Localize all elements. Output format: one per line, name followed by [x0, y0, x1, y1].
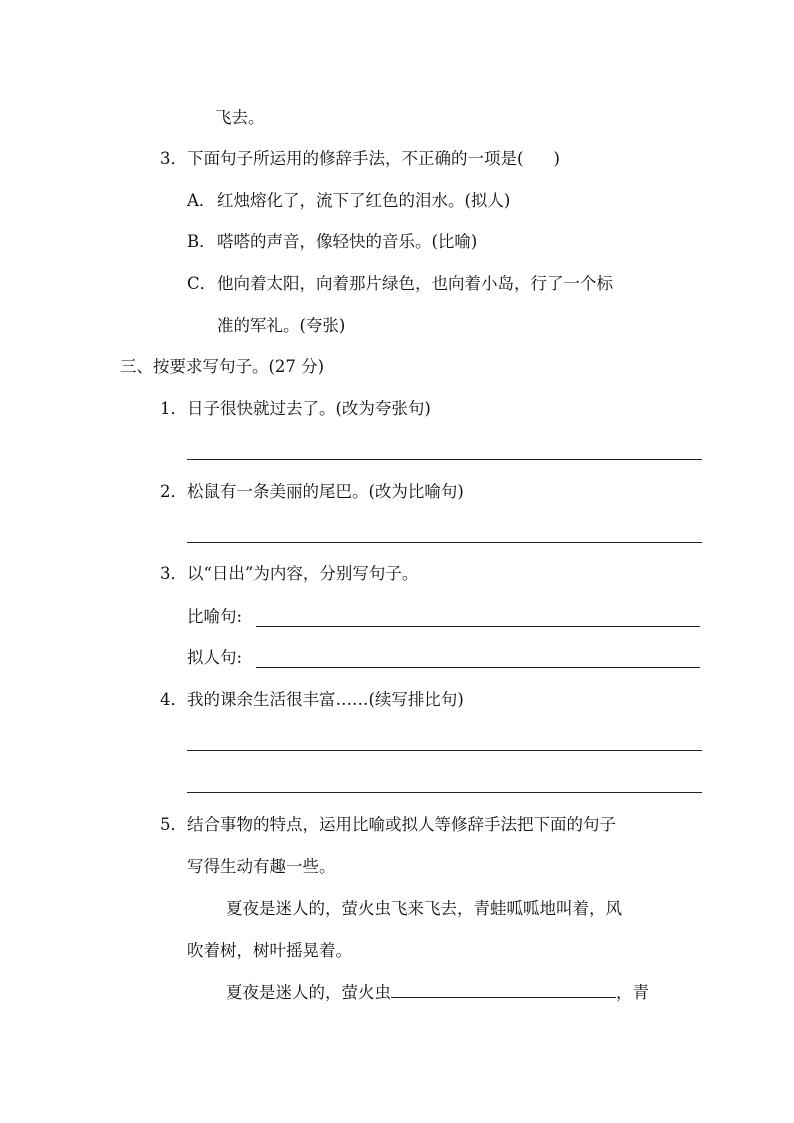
section3-title: 三、按要求写句子。(27 分): [120, 357, 325, 376]
item3-text: 以“日出”为内容，分别写句子。: [187, 564, 419, 583]
item2-answer-line[interactable]: [187, 542, 702, 543]
item2-number: 2．: [160, 482, 187, 501]
q3-option-c-label: C．: [187, 274, 217, 293]
item4-number: 4．: [160, 690, 187, 709]
item5-continuation: 写得生动有趣一些。: [187, 857, 336, 876]
item5-number: 5．: [160, 815, 187, 834]
q3-option-a-text: 红烛熔化了，流下了红色的泪水。(拟人): [217, 191, 511, 210]
item5-answer-blank[interactable]: [391, 995, 616, 998]
item3-personify-answer-line[interactable]: [256, 667, 700, 668]
q3-option-c-text: 他向着太阳，向着那片绿色，也向着小岛，行了一个标: [217, 274, 613, 293]
q3-option-c-continuation: 准的军礼。(夸张): [217, 316, 346, 335]
item5-answer-row: [226, 985, 649, 1002]
item5-answer-suffix: ，青: [616, 983, 649, 1002]
item4-answer-line-2[interactable]: [187, 792, 702, 793]
item3-number: 3．: [160, 564, 187, 583]
item4-text: 我的课余生活很丰富……(续写排比句): [187, 690, 464, 709]
item3-simile-label: 比喻句:: [187, 607, 243, 626]
q3-option-b-label: B．: [187, 232, 216, 251]
item1-number: 1．: [160, 399, 187, 418]
item5-answer-prefix: 夏夜是迷人的，萤火虫: [226, 983, 391, 1002]
fly-away-text: 飞去。: [215, 108, 265, 127]
q3-stem-text: 下面句子所运用的修辞手法，不正确的一项是(: [187, 149, 524, 168]
q3-option-a-label: A．: [187, 191, 216, 210]
q3-close-paren: ): [553, 149, 560, 168]
item5-passage-line-2: 吹着树，树叶摇晃着。: [187, 941, 352, 960]
item3-personify-label: 拟人句:: [187, 648, 243, 667]
q3-stem: [187, 151, 560, 168]
q3-option-b-text: 嗒嗒的声音，像轻快的音乐。(比喻): [217, 232, 478, 251]
item3-simile-answer-line[interactable]: [256, 626, 700, 627]
item1-answer-line[interactable]: [187, 459, 702, 460]
q3-number: 3．: [160, 149, 187, 168]
item4-answer-line-1[interactable]: [187, 750, 702, 751]
item1-text: 日子很快就过去了。(改为夸张句): [187, 399, 431, 418]
item5-text: 结合事物的特点，运用比喻或拟人等修辞手法把下面的句子: [187, 815, 616, 834]
item2-text: 松鼠有一条美丽的尾巴。(改为比喻句): [187, 482, 464, 501]
item5-passage-line-1: 夏夜是迷人的，萤火虫飞来飞去，青蛙呱呱地叫着，风: [226, 899, 622, 918]
